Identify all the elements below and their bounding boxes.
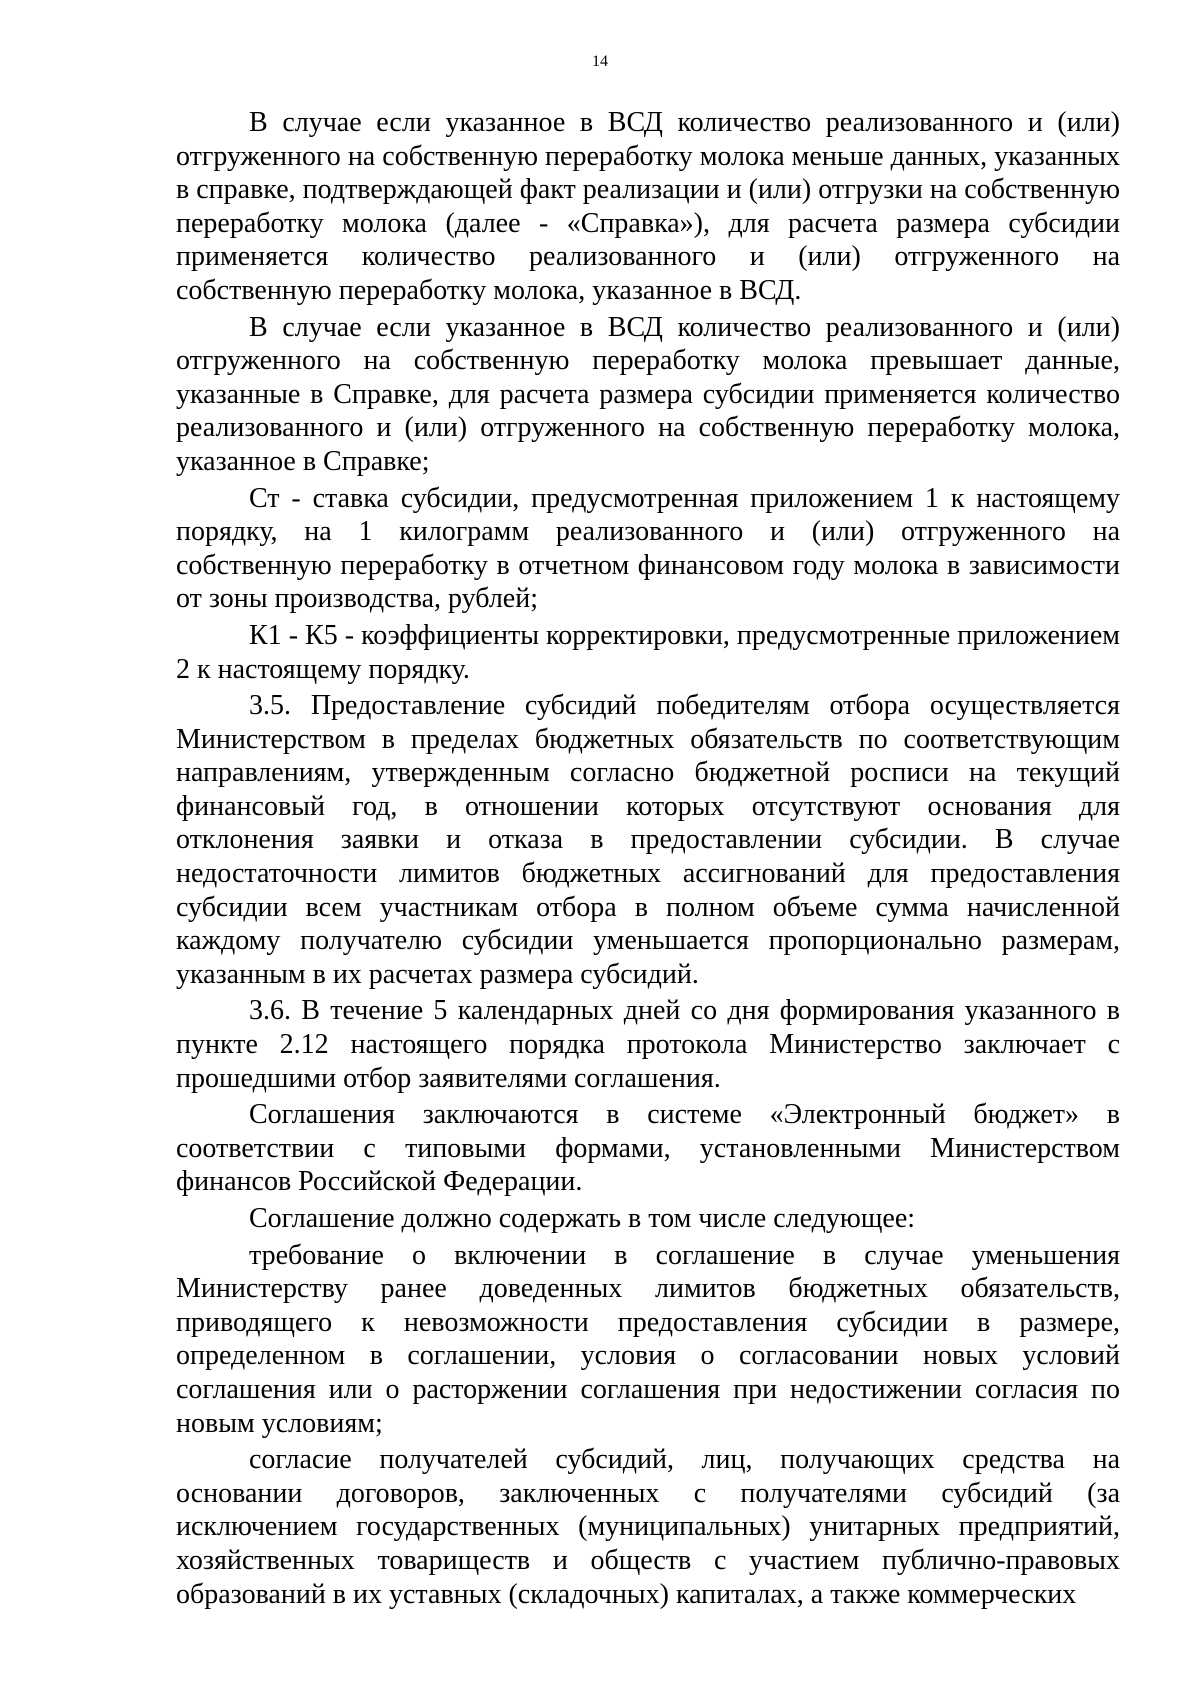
paragraph-agreements-system: Соглашения заключаются в системе «Электронный бюджет» в соответствии с типовыми формами, установленными Министерством финансов Российской Федерации.	[176, 1099, 1120, 1198]
paragraph-k-coefficients: К1 - К5 - коэффициенты корректировки, предусмотренные приложением 2 к настоящему порядку.	[176, 619, 1120, 685]
document-body	[176, 106, 1120, 1611]
paragraph-limits-requirement: требование о включении в соглашение в случае уменьшения Министерству ранее доведенных лимитов бюджетных обязательств, приводящего к невозможности предоставления субсидии в размере, определенном в соглашении, условия о согласовании новых условий соглашения или о расторжении соглашения при недостижении согласия по новым условиям;	[176, 1239, 1120, 1439]
paragraph-agreement-contents: Соглашение должно содержать в том числе следующее:	[249, 1203, 916, 1234]
paragraph-3-6: 3.6. В течение 5 календарных дней со дня формирования указанного в пункте 2.12 настоящего порядка протокола Министерство заключает с прошедшими отбор заявителями соглашения.	[176, 995, 1120, 1094]
paragraph-recipients-consent: согласие получателей субсидий, лиц, получающих средства на основании договоров, заключенных с получателями субсидий (за исключением государственных (муниципальных) унитарных предприятий, хозяйственных товариществ и обществ с участием публично-правовых образований в их уставных (складочных) капиталах, а также коммерческих	[176, 1444, 1120, 1610]
paragraph-3-5: 3.5. Предоставление субсидий победителям отбора осуществляется Министерством в пределах бюджетных обязательств по соответствующим направлениям, утвержденным согласно бюджетной росписи на текущий финансовый год, в отношении которых отсутствуют основания для отклонения заявки и отказа в предоставлении субсидии. В случае недостаточности лимитов бюджетных ассигнований для предоставления субсидии всем участникам отбора в полном объеме сумма начисленной каждому получателю субсидии уменьшается пропорционально размерам, указанным в их расчетах размера субсидий.	[176, 690, 1120, 990]
paragraph-vsd-less: В случае если указанное в ВСД количество реализованного и (или) отгруженного на собственную переработку молока меньше данных, указанных в справке, подтверждающей факт реализации и (или) отгрузки на собственную переработку молока (далее - «Справка»), для расчета размера субсидии применяется количество реализованного и (или) отгруженного на собственную переработку молока, указанное в ВСД.	[176, 107, 1120, 306]
paragraph-vsd-more: В случае если указанное в ВСД количество реализованного и (или) отгруженного на собственную переработку молока превышает данные, указанные в Справке, для расчета размера субсидии применяется количество реализованного и (или) отгруженного на собственную переработку молока, указанное в Справке;	[176, 311, 1120, 477]
page-number: 14	[592, 53, 608, 70]
paragraph-st-rate: Ст - ставка субсидии, предусмотренная приложением 1 к настоящему порядку, на 1 килограмм реализованного и (или) отгруженного на собственную переработку в отчетном финансовом году молока в зависимости от зоны производства, рублей;	[176, 482, 1120, 615]
